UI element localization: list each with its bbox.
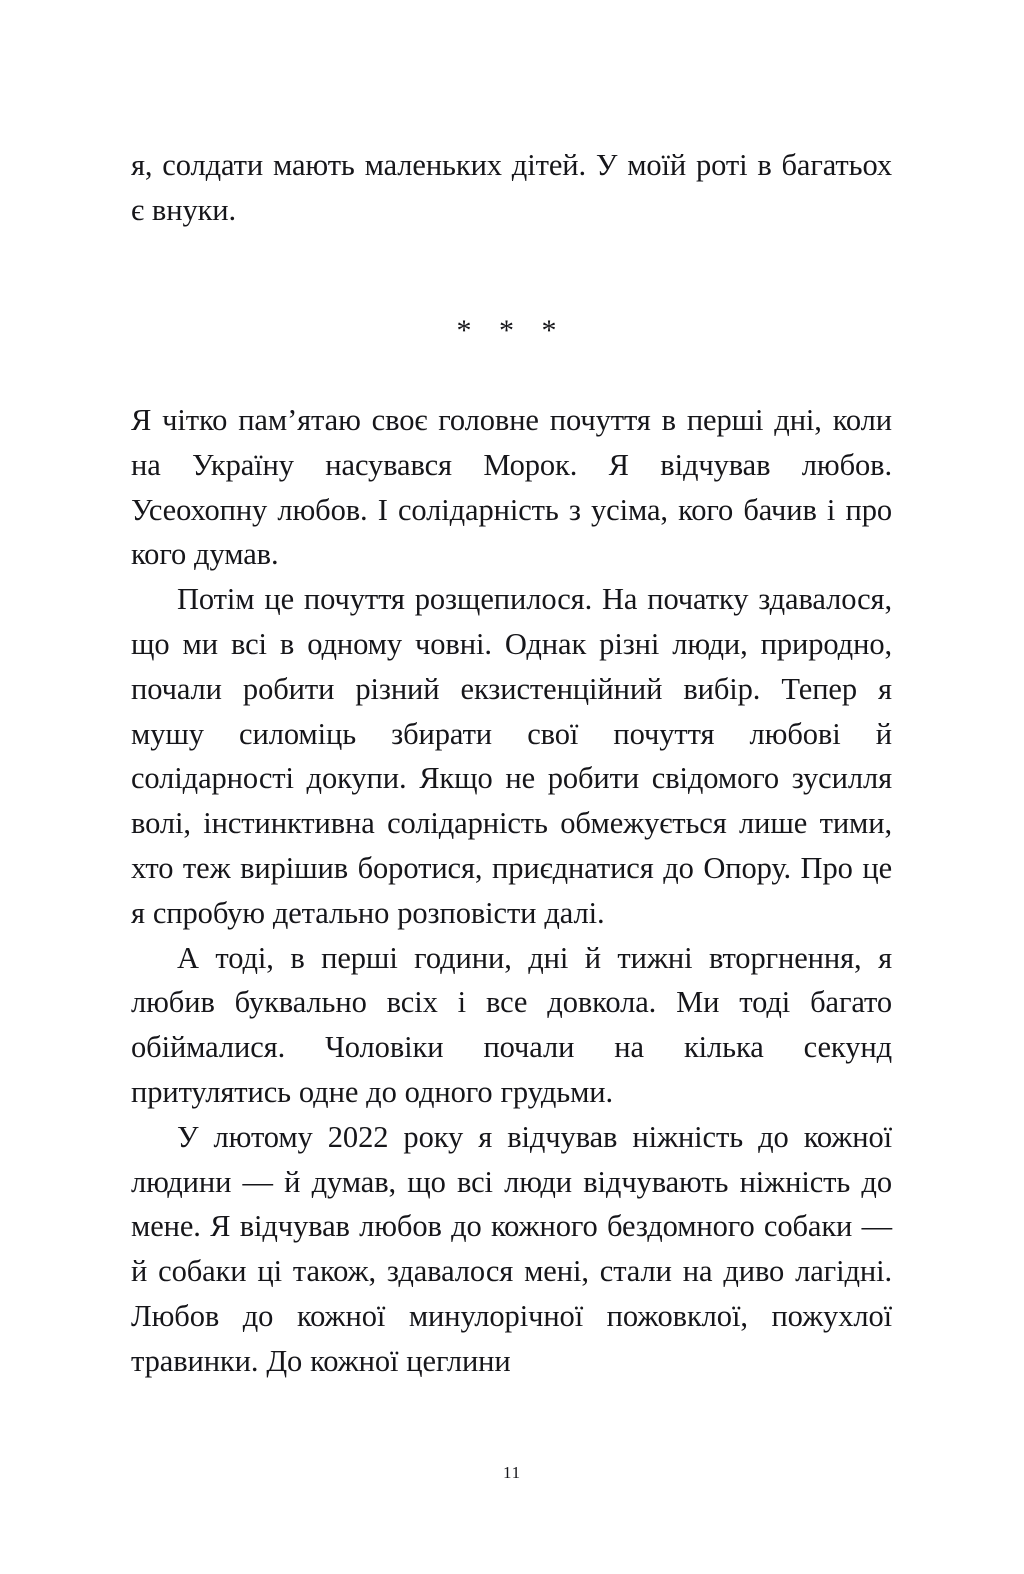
paragraph-5: У лютому 2022 року я відчував ніжність до кожної людини — й думав, що всі люди відчувають ніжність до мене. Я відчував любов до кожного бездомного собаки — й собаки ці також, здавалося мені, стали на диво лагідні. Любов до кожної минулорічної пожовклої, пожухлої травинки. До кожної цеглини <box>131 1119 892 1378</box>
paragraph-2: Я чітко пам’ятаю своє головне почуття в перші дні, коли на Україну насувався Морок. Я відчував любов. Усеохопну любов. І солідарність з усіма, кого бачив і про кого думав. <box>131 403 892 572</box>
text-column-main <box>131 398 892 1384</box>
text-column-top <box>131 143 892 233</box>
paragraph-3: Потім це почуття розщепилося. На початку здавалося, що ми всі в одному човні. Однак різні люди, природно, почали робити різний екзистенційний вибір. Тепер я мушу силоміць збирати свої почуття любові й солідарності докупи. Якщо не робити свідомого зусилля волі, інстинктивна солідарність обмежується лише тими, хто теж вирішив боротися, приєднатися до Опору. Про це я спробую детально розповісти далі. <box>131 582 892 930</box>
page-number: 11 <box>503 1463 521 1482</box>
book-page: я, солдати мають маленьких дітей. У моїй роті в багатьох є внуки. * * * Я чітко пам’ятаю своє головне почуття в перші дні, коли на Україну насувався Морок. Я відчував любов. Усеохопну любов. І солідарність з усіма, кого бачив і про кого думав. Потім це почуття розщепилося. На початку здавалося, що ми всі в одному човні. Однак різні люди, природно, почали робити різний екзистенційний вибір. Тепер я мушу силоміць збирати свої почуття любові й солідарності докупи. Якщо не робити свідомого зусилля волі, інстинктивна солідарність обмежується лише тими, хто теж вирішив боротися, приєднатися до Опору. Про це я спробую детально розповісти далі. А тоді, в перші години, дні й тижні вторгнення, я любив буквально всіх і все довкола. Ми тоді багато обіймалися. Чоловіки почали на кілька секунд притулятись одне до одного грудьми. У лютому 2022 року я відчував ніжність до кожної людини — й думав, що всі люди відчувають ніжність до мене. Я відчував любов до кожного бездомного собаки — й собаки ці також, здавалося мені, стали на диво лагідні. Любов до кожної минулорічної пожовклої, пожухлої травинки. До кожної цеглини 11 <box>0 0 1024 1574</box>
paragraph-continued: я, солдати мають маленьких дітей. У моїй роті в багатьох є внуки. <box>131 148 892 227</box>
paragraph-4: А тоді, в перші години, дні й тижні вторгнення, я любив буквально всіх і все довкола. Ми тоді багато обіймалися. Чоловіки почали на кілька секунд притулятись одне до одного грудьми. <box>131 940 892 1109</box>
